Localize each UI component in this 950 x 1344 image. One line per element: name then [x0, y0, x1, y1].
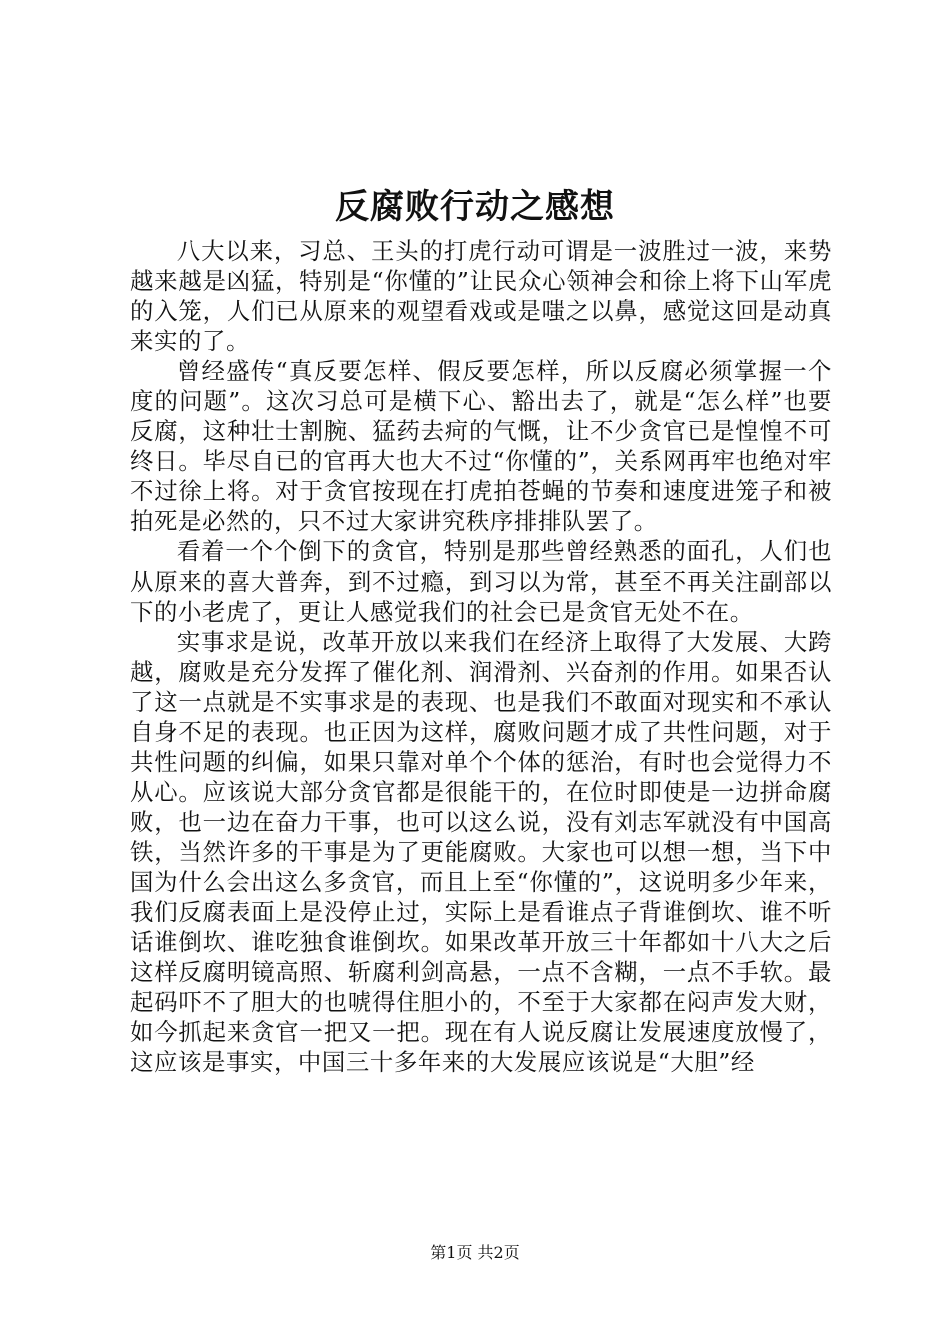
paragraph-1: 八大以来，习总、王头的打虎行动可谓是一波胜过一波，来势越来越是凶猛，特别是“你懂的”让民众心领神会和徐上将下山军虎的入笼，人们已从原来的观望看戏或是嗤之以鼻，感觉这回是动真来实的了。	[130, 237, 832, 356]
paragraph-4: 实事求是说，改革开放以来我们在经济上取得了大发展、大跨越，腐败是充分发挥了催化剂、润滑剂、兴奋剂的作用。如果否认了这一点就是不实事求是的表现、也是我们不敢面对现实和不承认自身不足的表现。也正因为这样，腐败问题才成了共性问题，对于共性问题的纠偏，如果只靠对单个个体的惩治，有时也会觉得力不从心。应该说大部分贪官都是很能干的，在位时即使是一边拼命腐败，也一边在奋力干事，也可以这么说，没有刘志军就没有中国高铁，当然许多的干事是为了更能腐败。大家也可以想一想，当下中国为什么会出这么多贪官，而且上至“你懂的”，这说明多少年来，我们反腐表面上是没停止过，实际上是看谁点子背谁倒坎、谁不听话谁倒坎、谁吃独食谁倒坎。如果改革开放三十年都如十八大之后这样反腐明镜高照、斩腐利剑高悬，一点不含糊，一点不手软。最起码吓不了胆大的也唬得住胆小的，不至于大家都在闷声发大财，如今抓起来贪官一把又一把。现在有人说反腐让发展速度放慢了，这应该是事实，中国三十多年来的大发展应该说是“大胆”经	[130, 627, 832, 1077]
document-body	[130, 236, 832, 1077]
paragraph-3: 看着一个个倒下的贪官，特别是那些曾经熟悉的面孔，人们也从原来的喜大普奔，到不过瘾，到习以为常，甚至不再关注副部以下的小老虎了，更让人感觉我们的社会已是贪官无处不在。	[130, 537, 832, 626]
paragraph-2: 曾经盛传“真反要怎样、假反要怎样，所以反腐必须掌握一个度的问题”。这次习总可是横下心、豁出去了，就是“怎么样”也要反腐，这种壮士割腕、猛药去疴的气慨，让不少贪官已是惶惶不可终日。毕尽自已的官再大也大不过“你懂的”，关系网再牢也绝对牢不过徐上将。对于贪官按现在打虎拍苍蝇的节奏和速度进笼子和被拍死是必然的，只不过大家讲究秩序排排队罢了。	[130, 357, 832, 536]
page-number-footer: 第1页 共2页	[430, 1243, 520, 1262]
document-title: 反腐败行动之感想	[335, 187, 615, 227]
